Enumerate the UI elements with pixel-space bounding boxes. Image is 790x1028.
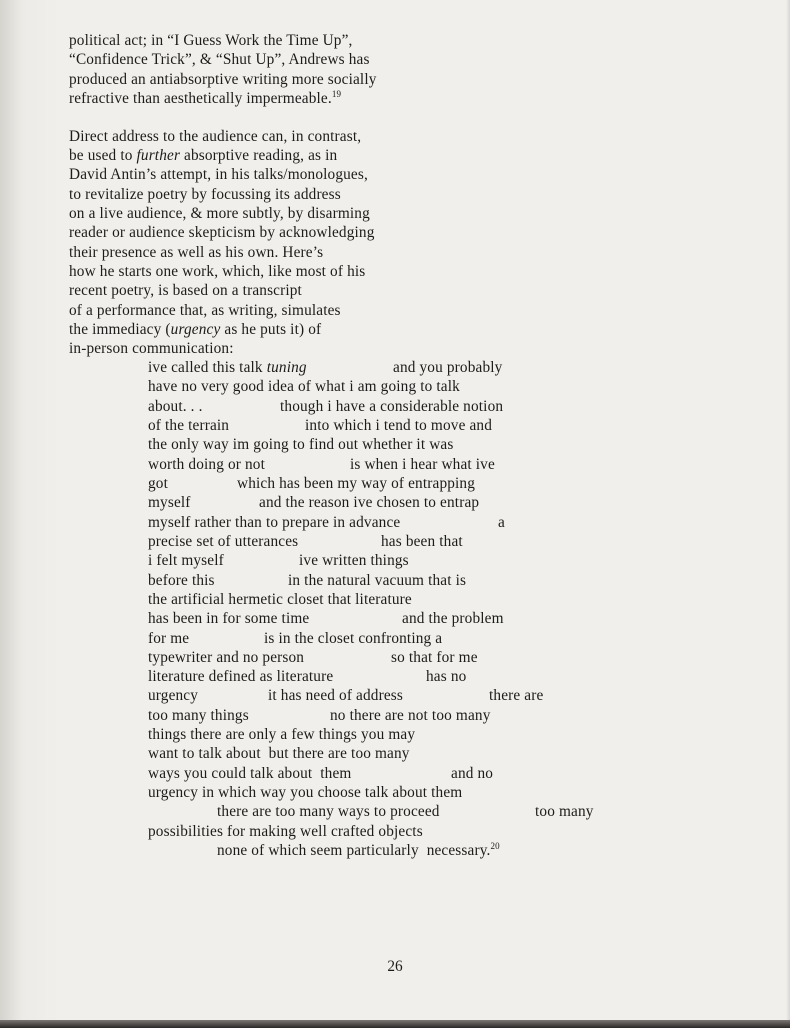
quote-line: before this — [148, 572, 215, 589]
text-line: Direct address to the audience can, in contrast, — [69, 128, 362, 145]
quote-fragment: so that for me — [391, 649, 478, 666]
text-span: be used to — [69, 147, 137, 164]
quote-fragment: and you probably — [393, 359, 503, 376]
quote-line — [148, 358, 307, 377]
quote-line: urgency — [148, 687, 199, 704]
quote-fragment: though i have a considerable notion — [280, 398, 504, 415]
text-line: produced an antiabsorptive writing more socially — [69, 71, 377, 88]
quote-line: want to talk about but there are too many — [148, 745, 410, 762]
quote-line: too many things — [148, 707, 249, 724]
text-line: in-person communication: — [69, 340, 234, 357]
quote-line: the artificial hermetic closet that literature — [148, 591, 412, 608]
text-span: as he puts it) of — [220, 321, 322, 338]
page-number: 26 — [387, 958, 403, 975]
text-line: how he starts one work, which, like most of his — [69, 263, 366, 280]
quote-fragment: in the natural vacuum that is — [288, 572, 467, 589]
text-span: ive called this talk — [148, 359, 267, 376]
text-line: their presence as well as his own. Here’s — [69, 244, 324, 261]
book-bottom-edge — [0, 1020, 790, 1028]
quote-fragment: no there are not too many — [330, 707, 491, 724]
quote-line: got — [148, 475, 168, 492]
text-line — [69, 89, 341, 108]
page-edge — [786, 0, 790, 1028]
quote-fragment: and the problem — [402, 610, 504, 627]
text-line: David Antin’s attempt, in his talks/monologues, — [69, 166, 368, 183]
quote-fragment: ive written things — [299, 552, 409, 569]
quote-line: of the terrain — [148, 417, 230, 434]
quote-line: possibilities for making well crafted objects — [148, 823, 423, 840]
quote-line: has been in for some time — [148, 610, 310, 627]
text-line: “Confidence Trick”, & “Shut Up”, Andrews has — [69, 51, 370, 68]
text-line — [69, 320, 321, 339]
quote-line: i felt myself — [148, 552, 224, 569]
quote-line: myself — [148, 494, 191, 511]
quote-line: precise set of utterances — [148, 533, 299, 550]
footnote-ref: 19 — [331, 89, 342, 99]
text-line: political act; in “I Guess Work the Time Up”, — [69, 32, 353, 49]
quote-fragment: a — [498, 514, 505, 531]
text-line — [69, 146, 337, 165]
quote-line: typewriter and no person — [148, 649, 305, 666]
text-line: reader or audience skepticism by acknowledging — [69, 224, 375, 241]
text-line: recent poetry, is based on a transcript — [69, 282, 302, 299]
quote-fragment: is when i hear what ive — [350, 456, 495, 473]
quote-line: urgency in which way you choose talk about them — [148, 784, 463, 801]
text-line: on a live audience, & more subtly, by disarming — [69, 205, 370, 222]
text-span: absorptive reading, as in — [180, 147, 338, 164]
quote-fragment: has been that — [381, 533, 463, 550]
quote-line — [217, 841, 500, 860]
quote-fragment: has no — [426, 668, 467, 685]
quote-fragment: which has been my way of entrapping — [237, 475, 476, 492]
quote-line: there are too many ways to proceed — [217, 803, 440, 820]
text-line: to revitalize poetry by focussing its address — [69, 186, 341, 203]
quote-line: worth doing or not — [148, 456, 265, 473]
italic-word: tuning — [266, 359, 307, 376]
text-span: the immediacy ( — [69, 321, 171, 338]
quote-line: for me — [148, 630, 190, 647]
quote-line: literature defined as literature — [148, 668, 334, 685]
quote-line: about. . . — [148, 398, 203, 415]
text-span: refractive than aesthetically impermeable. — [69, 90, 332, 107]
text-span: none of which seem particularly necessary. — [217, 842, 491, 859]
quote-fragment: is in the closet confronting a — [264, 630, 443, 647]
quote-line: have no very good idea of what i am going to talk — [148, 378, 460, 395]
quote-line: the only way im going to find out whether it was — [148, 436, 454, 453]
quote-line: things there are only a few things you may — [148, 726, 416, 743]
quote-fragment: into which i tend to move and — [305, 417, 493, 434]
quote-fragment: and no — [451, 765, 494, 782]
quote-line: ways you could talk about them — [148, 765, 352, 782]
italic-word: further — [136, 147, 181, 164]
text-line: of a performance that, as writing, simulates — [69, 302, 341, 319]
footnote-ref: 20 — [490, 841, 500, 851]
quote-fragment: there are — [489, 687, 544, 704]
quote-fragment: it has need of address — [268, 687, 403, 704]
quote-line: myself rather than to prepare in advance — [148, 514, 401, 531]
quote-fragment: and the reason ive chosen to entrap — [259, 494, 480, 511]
quote-fragment: too many — [535, 803, 594, 820]
italic-word: urgency — [170, 321, 221, 338]
